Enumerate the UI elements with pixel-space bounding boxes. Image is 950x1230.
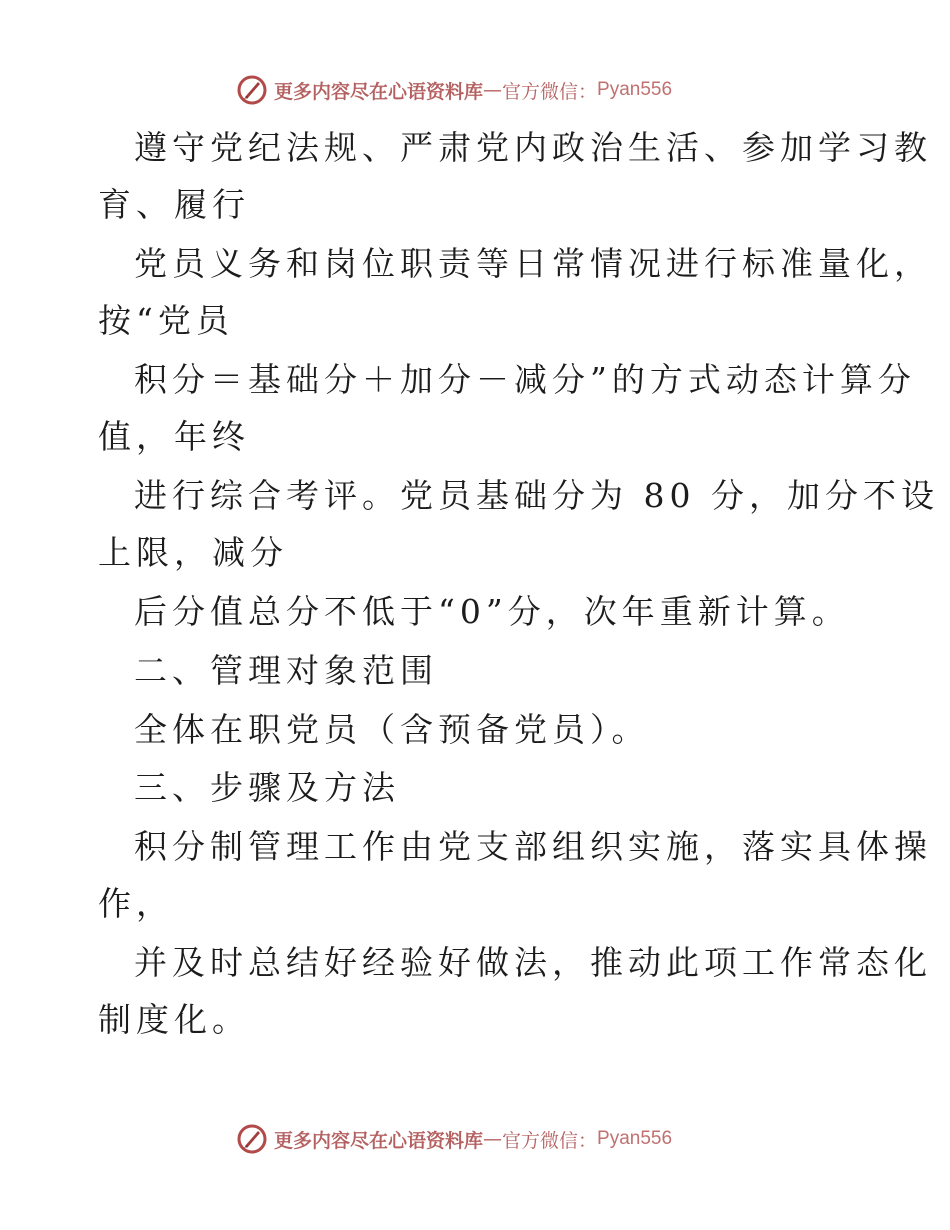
section-heading: 三、步骤及方法 (134, 768, 400, 807)
body-line: 进行综合考评。党员基础分为 80 分，加分不设 (134, 476, 939, 515)
body-line: 党员义务和岗位职责等日常情况进行标准量化， (134, 244, 932, 283)
watermark-separator: — (483, 79, 503, 101)
body-line: 制度化。 (98, 1000, 250, 1039)
watermark-separator: — (483, 1128, 503, 1150)
watermark-brand: 更多内容尽在心语资料库 (274, 80, 484, 103)
header-watermark (236, 73, 672, 107)
body-line: 育、履行 (98, 185, 250, 224)
watermark-brand: 更多内容尽在心语资料库 (274, 1129, 484, 1152)
body-line: 后分值总分不低于“0”分，次年重新计算。 (134, 592, 850, 631)
footer-watermark (236, 1122, 672, 1156)
watermark-label: 官方微信： (502, 80, 598, 103)
body-line: 积分＝基础分＋加分－减分”的方式动态计算分 (134, 360, 916, 399)
watermark-wechat-id: Pyan556 (597, 79, 673, 100)
body-line: 作， (98, 884, 174, 923)
body-line: 并及时总结好经验好做法，推动此项工作常态化 (134, 943, 932, 982)
body-line: 上限，减分 (98, 533, 288, 572)
quill-logo-icon (236, 1123, 268, 1155)
body-line: 积分制管理工作由党支部组织实施，落实具体操 (134, 827, 932, 866)
body-line: 遵守党纪法规、严肃党内政治生活、参加学习教 (134, 128, 932, 167)
watermark-wechat-id: Pyan556 (597, 1128, 673, 1149)
watermark-label: 官方微信： (502, 1129, 598, 1152)
body-line: 按“党员 (98, 301, 234, 340)
body-line: 值，年终 (98, 417, 250, 456)
quill-logo-icon (236, 74, 268, 106)
section-heading: 二、管理对象范围 (134, 651, 438, 690)
body-line: 全体在职党员（含预备党员）。 (134, 710, 650, 749)
